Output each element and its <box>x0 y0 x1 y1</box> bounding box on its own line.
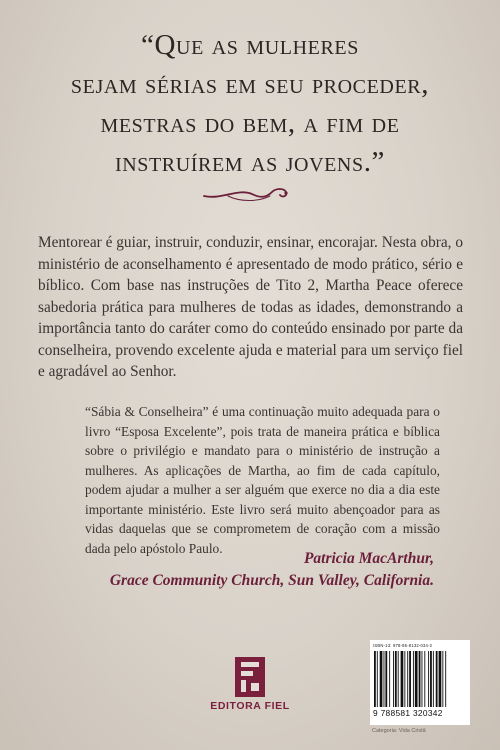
quote-line-3: mestras do bem, a fim de <box>100 107 400 139</box>
barcode-number: 9 788581 320342 <box>373 708 443 718</box>
barcode-bars <box>374 651 466 707</box>
isbn-barcode <box>370 640 470 725</box>
quote-line-1: “Que as mulheres <box>141 29 359 61</box>
isbn-label: ISBN-13: 978-85-8132-034-2 <box>373 643 433 648</box>
publisher-logo <box>210 655 290 725</box>
editora-fiel-logo-icon <box>233 655 267 699</box>
publisher-name: EDITORA FIEL <box>210 700 290 712</box>
book-description: Mentorear é guiar, instruir, conduzir, ensinar, encorajar. Nesta obra, o ministério de aconselhamento é apresentado de modo prático, sério e bíblico. Com base nas instruções de Tito 2, Martha Peace oferece sabedoria prática para mulheres de todas as idades, demonstrando a importância tanto do caráter como do conteúdo ensinado por parte da conselheira, provendo excelente ajuda e material para um serviço fiel e agradável ao Senhor. <box>38 234 463 380</box>
quote-line-2: sejam sérias em seu proceder, <box>70 68 430 100</box>
book-category: Categoria: Vida Cristã <box>372 728 426 734</box>
endorsement-attribution <box>110 548 434 592</box>
endorsement-text: “Sábia & Conselheira” é uma continuação muito adequada para o livro “Esposa Excelente”, pois trata de maneira prática e bíblica sobre o privilégio e mandato para o ministério de instrução a mulheres. As aplicações de Martha, ao fim de cada capítulo, podem ajudar a mulher a ser alguém que exerce no dia a dia este importante ministério. Este livro será muito abençoador para as vidas daquelas que se comprometem de coração com a missão dada pelo apóstolo Paulo. <box>85 404 440 556</box>
cover-quote <box>0 26 500 182</box>
endorser-name: Patricia MacArthur, <box>303 550 434 567</box>
quote-line-4: instruírem as jovens.” <box>114 146 386 178</box>
flourish-ornament-icon <box>200 182 300 204</box>
endorser-affiliation: Grace Community Church, Sun Valley, California. <box>109 572 434 589</box>
